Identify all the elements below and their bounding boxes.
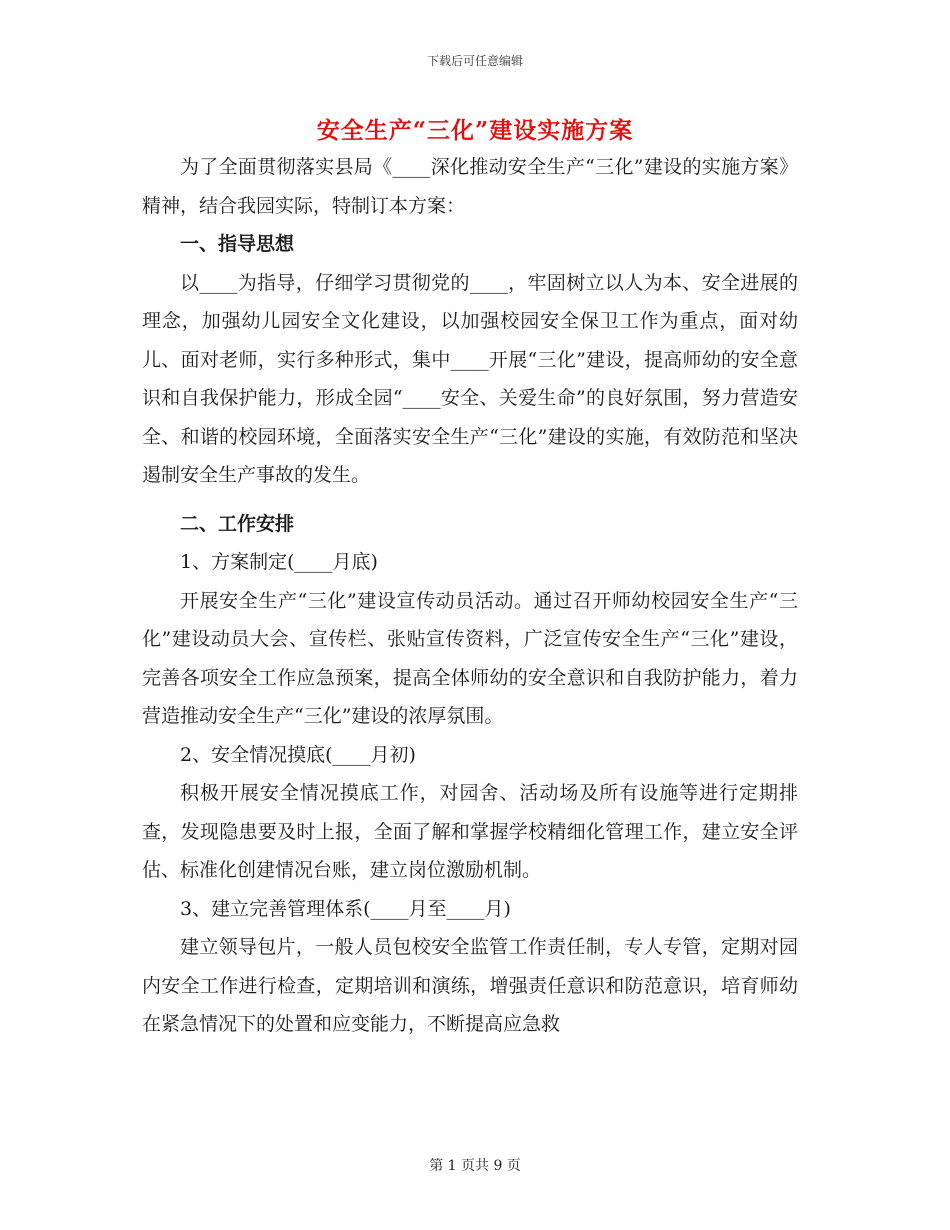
plan-formulation-paragraph: 开展安全生产“三化”建设宣传动员活动。通过召开师幼校园安全生产“三化”建设动员大会、宣传栏、张贴宣传资料，广泛宣传安全生产“三化”建设，完善各项安全工作应急预案，提高全体师幼的安全意识和自我防护能力，着力营造推动安全生产“三化”建设的浓厚氛围。 xyxy=(142,589,798,727)
document-title: 安全生产“三化”建设实施方案 xyxy=(316,117,634,144)
subheading-plan-formulation: 1、方案制定(____月底) xyxy=(180,551,378,573)
safety-survey-paragraph: 积极开展安全情况摸底工作，对园舍、活动场及所有设施等进行定期排查，发现隐患要及时上报，全面了解和掌握学校精细化管理工作，建立安全评估、标准化创建情况台账，建立岗位激励机制。 xyxy=(142,782,798,881)
section-heading-work-arrangement: 二、工作安排 xyxy=(180,512,295,535)
subheading-safety-survey: 2、安全情况摸底(____月初) xyxy=(180,743,416,766)
management-system-paragraph: 建立领导包片，一般人员包校安全监管工作责任制，专人专管，定期对园内安全工作进行检查，定期培训和演练，增强责任意识和防范意识，培育师幼在紧急情况下的处置和应变能力，不断提高应急救 xyxy=(142,936,798,1035)
page-indicator: 第 1 页共 9 页 xyxy=(429,1158,521,1174)
intro-paragraph: 为了全面贯彻落实县局《____深化推动安全生产“三化”建设的实施方案》精神，结合我园实际，特制订本方案： xyxy=(142,156,798,217)
section-heading-guiding-ideology: 一、指导思想 xyxy=(180,233,295,255)
document-body xyxy=(142,148,798,1044)
header-note: 下载后可任意编辑 xyxy=(426,54,523,68)
guiding-ideology-paragraph: 以____为指导，仔细学习贯彻党的____，牢固树立以人为本、安全进展的理念，加强幼儿园安全文化建设，以加强校园安全保卫工作为重点，面对幼儿、面对老师，实行多种形式，集中____开展“三化”建设，提高师幼的安全意识和自我保护能力，形成全园“____安全、关爱生命”的良好氛围，努力营造安全、和谐的校园环境，全面落实安全生产“三化”建设的实施，有效防范和坚决遏制安全生产事故的发生。 xyxy=(142,271,798,486)
subheading-management-system: 3、建立完善管理体系(____月至____月) xyxy=(180,897,511,920)
